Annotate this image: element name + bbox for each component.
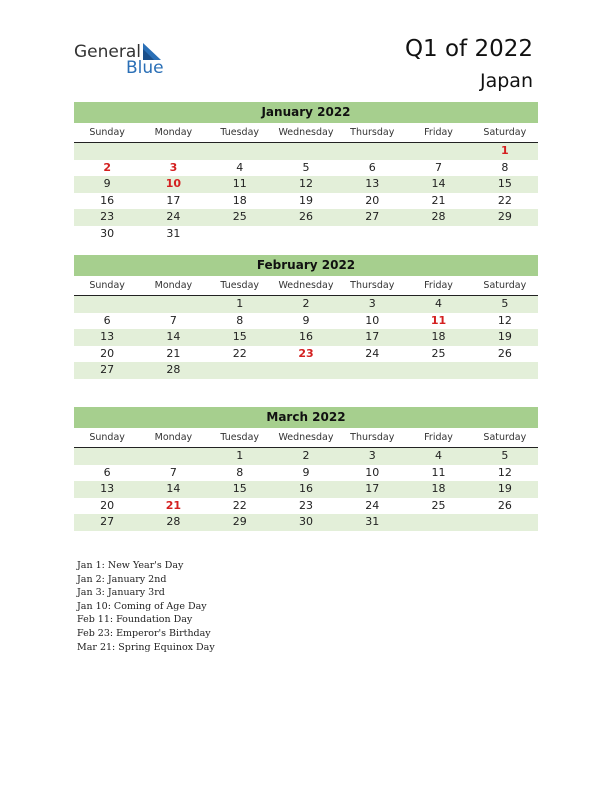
- day-cell: [339, 143, 405, 160]
- day-cell: 16: [298, 330, 313, 344]
- day-cell: 26: [497, 498, 512, 512]
- day-cell: 13: [100, 330, 115, 344]
- day-cell: [472, 514, 538, 531]
- day-cell: 24: [365, 346, 380, 360]
- day-cell: 6: [368, 160, 376, 174]
- day-cell: 17: [365, 330, 380, 344]
- day-cell: [339, 226, 405, 243]
- holiday-entry: Feb 11: Foundation Day: [77, 614, 193, 626]
- weekday-label: Sunday: [89, 432, 125, 443]
- weekday-label: Tuesday: [220, 280, 260, 291]
- day-cell: 29: [497, 210, 512, 224]
- day-cell: 25: [232, 210, 247, 224]
- day-cell: 4: [435, 449, 443, 462]
- weekday-header-row: [74, 428, 538, 448]
- day-cell: 17: [365, 482, 380, 496]
- day-cell: 20: [100, 346, 115, 360]
- day-cell: [339, 362, 405, 379]
- week-row: [74, 313, 538, 330]
- day-cell: [74, 143, 140, 160]
- day-cell: [273, 362, 339, 379]
- day-cell: 2: [302, 297, 310, 310]
- day-cell: 30: [100, 226, 115, 240]
- day-cell: 10: [365, 465, 380, 479]
- day-cell: [140, 448, 206, 465]
- week-row: [74, 498, 538, 515]
- day-cell: 7: [169, 465, 177, 479]
- day-cell: 21: [431, 193, 446, 207]
- holiday-date: 11: [430, 313, 447, 327]
- day-cell: 9: [302, 313, 310, 327]
- day-cell: 17: [166, 193, 181, 207]
- holiday-list: [77, 559, 215, 654]
- weekday-label: Sunday: [89, 127, 125, 138]
- day-cell: 27: [365, 210, 380, 224]
- weekday-label: Saturday: [483, 280, 527, 291]
- day-cell: 20: [100, 498, 115, 512]
- day-cell: 2: [302, 449, 310, 462]
- day-cell: 24: [166, 210, 181, 224]
- quarter-title: Q1 of 2022: [404, 36, 533, 62]
- day-cell: [207, 362, 273, 379]
- weekday-label: Thursday: [350, 432, 395, 443]
- brand-word-general: General: [74, 42, 141, 62]
- holiday-date: 23: [298, 346, 314, 360]
- day-cell: 19: [298, 193, 313, 207]
- day-cell: 31: [365, 515, 380, 529]
- week-row: [74, 362, 538, 379]
- day-cell: [140, 143, 206, 160]
- week-row: [74, 176, 538, 193]
- holiday-entry: Jan 2: January 2nd: [77, 573, 167, 585]
- day-cell: [207, 143, 273, 160]
- day-cell: 13: [100, 482, 115, 496]
- holiday-date: 10: [165, 177, 182, 191]
- weekday-label: Saturday: [483, 432, 527, 443]
- day-cell: [273, 226, 339, 243]
- day-cell: 5: [302, 160, 310, 174]
- holiday-date: 2: [103, 160, 111, 174]
- day-cell: 11: [431, 465, 446, 479]
- week-row: [74, 296, 538, 313]
- day-cell: 19: [497, 330, 512, 344]
- week-row: [74, 346, 538, 363]
- month-title: March 2022: [74, 407, 538, 428]
- week-row: [74, 209, 538, 226]
- day-cell: 27: [100, 515, 115, 529]
- holiday-date: 21: [165, 498, 182, 512]
- week-row: [74, 481, 538, 498]
- day-cell: 16: [100, 193, 115, 207]
- day-cell: 9: [103, 177, 111, 191]
- day-cell: 31: [166, 226, 181, 240]
- holiday-date: 1: [501, 144, 509, 157]
- day-cell: [472, 226, 538, 243]
- week-row: [74, 193, 538, 210]
- holiday-entry: Jan 3: January 3rd: [77, 587, 165, 599]
- day-cell: 24: [365, 498, 380, 512]
- day-cell: 1: [236, 297, 244, 310]
- day-cell: 14: [166, 330, 181, 344]
- weekday-label: Saturday: [483, 127, 527, 138]
- day-cell: 21: [166, 346, 181, 360]
- month-title: February 2022: [74, 255, 538, 276]
- day-cell: 12: [497, 313, 512, 327]
- day-cell: 8: [501, 160, 509, 174]
- day-cell: 22: [232, 498, 247, 512]
- day-cell: 10: [365, 313, 380, 327]
- day-cell: 15: [497, 177, 512, 191]
- day-cell: [207, 226, 273, 243]
- holiday-date: 3: [169, 160, 178, 174]
- month-calendar: [74, 255, 538, 379]
- day-cell: 4: [435, 297, 443, 310]
- day-cell: 7: [435, 160, 443, 174]
- day-cell: [405, 143, 471, 160]
- day-cell: 15: [232, 482, 247, 496]
- day-cell: 4: [236, 160, 244, 174]
- day-cell: 14: [166, 482, 181, 496]
- weekday-label: Sunday: [89, 280, 125, 291]
- day-cell: 29: [232, 515, 247, 529]
- brand-word-blue: Blue: [126, 58, 164, 78]
- day-cell: 20: [365, 193, 380, 207]
- holiday-entry: Feb 23: Emperor's Birthday: [77, 627, 211, 639]
- day-cell: 12: [497, 465, 512, 479]
- day-cell: 14: [431, 177, 446, 191]
- day-cell: 18: [431, 482, 446, 496]
- day-cell: 26: [497, 346, 512, 360]
- day-cell: 18: [232, 193, 247, 207]
- day-cell: 7: [169, 313, 177, 327]
- day-cell: 12: [298, 177, 313, 191]
- day-cell: 6: [103, 313, 111, 327]
- month-calendar: [74, 407, 538, 531]
- day-cell: 25: [431, 498, 446, 512]
- day-cell: 23: [298, 498, 313, 512]
- day-cell: [405, 226, 471, 243]
- day-cell: 1: [236, 449, 244, 462]
- weekday-label: Wednesday: [278, 432, 334, 443]
- day-cell: 22: [497, 193, 512, 207]
- day-cell: [273, 143, 339, 160]
- weekday-label: Wednesday: [278, 280, 334, 291]
- day-cell: [472, 362, 538, 379]
- week-row: [74, 448, 538, 465]
- day-cell: 28: [431, 210, 446, 224]
- day-cell: 28: [166, 515, 181, 529]
- day-cell: [405, 514, 471, 531]
- day-cell: 3: [368, 449, 376, 462]
- day-cell: 8: [236, 465, 244, 479]
- day-cell: 22: [232, 346, 247, 360]
- weekday-header-row: [74, 123, 538, 143]
- holiday-entry: Jan 1: New Year's Day: [77, 560, 184, 571]
- week-row: [74, 160, 538, 177]
- country-name: Japan: [480, 70, 533, 92]
- day-cell: 16: [298, 482, 313, 496]
- day-cell: [140, 296, 206, 313]
- week-row: [74, 465, 538, 482]
- day-cell: 15: [232, 330, 247, 344]
- day-cell: 28: [166, 363, 181, 377]
- weekday-label: Wednesday: [278, 127, 334, 138]
- day-cell: 3: [368, 297, 376, 310]
- day-cell: 25: [431, 346, 446, 360]
- day-cell: 5: [501, 297, 509, 310]
- day-cell: 23: [100, 210, 115, 224]
- day-cell: 11: [232, 177, 247, 191]
- day-cell: [405, 362, 471, 379]
- holiday-entry: Mar 21: Spring Equinox Day: [77, 641, 215, 653]
- weekday-label: Thursday: [350, 280, 395, 291]
- day-cell: 9: [302, 465, 310, 479]
- week-row: [74, 226, 538, 243]
- day-cell: 30: [298, 515, 313, 529]
- holiday-entry: Jan 10: Coming of Age Day: [77, 600, 207, 612]
- month-calendar: [74, 102, 538, 243]
- weekday-label: Friday: [424, 280, 453, 291]
- month-title: January 2022: [74, 102, 538, 123]
- day-cell: [74, 448, 140, 465]
- weekday-label: Thursday: [350, 127, 395, 138]
- weekday-label: Friday: [424, 127, 453, 138]
- day-cell: [74, 296, 140, 313]
- week-row: [74, 329, 538, 346]
- day-cell: 8: [236, 313, 244, 327]
- weekday-label: Tuesday: [220, 127, 260, 138]
- day-cell: 6: [103, 465, 111, 479]
- weekday-label: Monday: [154, 432, 193, 443]
- weekday-label: Monday: [154, 127, 193, 138]
- day-cell: 26: [298, 210, 313, 224]
- day-cell: 5: [501, 449, 509, 462]
- weekday-header-row: [74, 276, 538, 296]
- day-cell: 13: [365, 177, 380, 191]
- day-cell: 19: [497, 482, 512, 496]
- week-row: [74, 514, 538, 531]
- weekday-label: Monday: [154, 280, 193, 291]
- day-cell: 27: [100, 363, 115, 377]
- week-row: [74, 143, 538, 160]
- day-cell: 18: [431, 330, 446, 344]
- weekday-label: Friday: [424, 432, 453, 443]
- weekday-label: Tuesday: [220, 432, 260, 443]
